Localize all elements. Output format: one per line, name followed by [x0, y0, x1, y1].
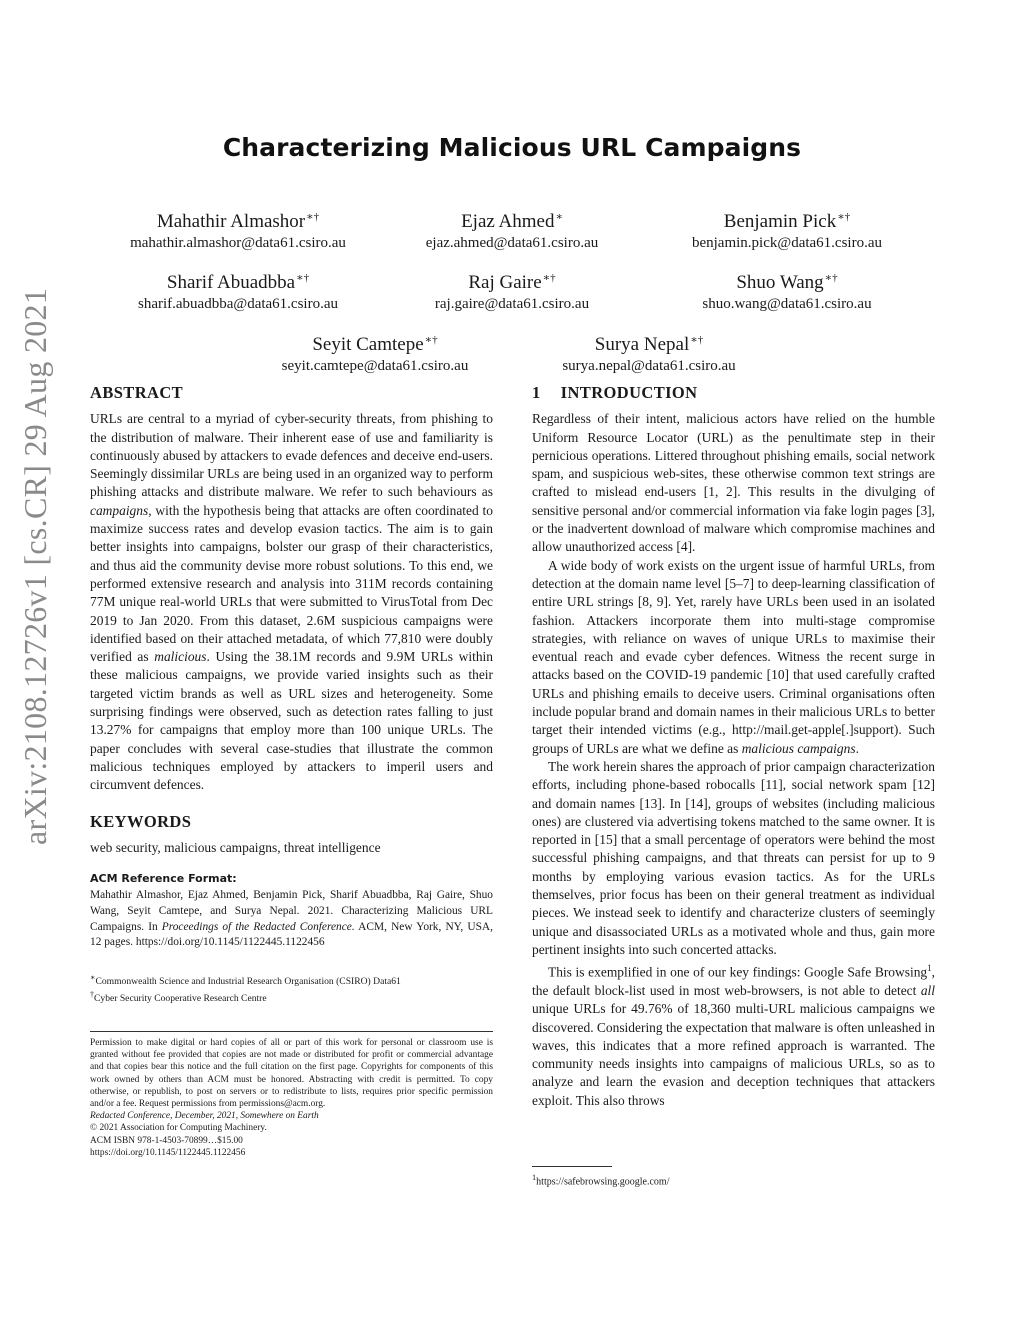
affiliation-mark: ∗† [837, 211, 851, 223]
author-block [362, 267, 662, 314]
affiliation-footnote: †Cyber Security Cooperative Research Centre [90, 989, 267, 1005]
footnote-marker: 1 [927, 963, 932, 974]
right-column [532, 384, 935, 1110]
page-title: Characterizing Malicious URL Campaigns [222, 133, 802, 162]
author-block [225, 329, 525, 376]
author-name: Shuo Wang [736, 272, 824, 293]
author-block [637, 206, 937, 253]
doi-link[interactable]: https://doi.org/10.1145/1122445.1122456 [90, 1147, 246, 1158]
author-email: mahathir.almashor@data61.csiro.au [130, 235, 346, 251]
author-name: Surya Nepal [594, 334, 690, 355]
author-name: Raj Gaire [468, 272, 542, 293]
author-email: raj.gaire@data61.csiro.au [434, 296, 590, 312]
author-email: shuo.wang@data61.csiro.au [702, 296, 872, 312]
paragraph: This is exemplified in one of our key findings: Google Safe Browsing$^1$, the default block-list used in most web-browsers, is not able to detect all unique URLs for 49.76% of 18,360 multi-URL malicious campaigns we discovered. Considering the expectation that malware is often unleashed in waves, this indicates that a more refined approach is warranted. The community needs insights into campaigns of malicious URLs, so as to analyze and learn the evasion and deception techniques that attackers exploit. This also throws [532, 963, 936, 1108]
author-email: surya.nepal@data61.csiro.au [562, 358, 736, 374]
affiliation-mark: ∗† [542, 272, 556, 284]
paragraph: The work herein shares the approach of prior campaign characterization efforts, including phone-based robocalls [11], social network spam [12] and domain names [13]. In [14], groups of websites (including malicious ones) are clustered via advertising tokens matched to the same owner. It is reported in [15] that a small percentage of operators were behind the most successful phishing campaigns, and that threats can persist for up to 9 months by employing various evasion tactics. As for the URLs themselves, prior focus has been on their general treatment as individual pieces. We instead seek to identify and characterize clusters of seemingly unique and disassociated URLs as a motivated whole and thus, gain more pertinent insights into such concerted attacks. [532, 758, 935, 957]
permission-divider [90, 1031, 493, 1032]
author-email: seyit.camtepe@data61.csiro.au [281, 358, 469, 374]
affiliation-mark: ∗ [555, 211, 563, 223]
isbn: ACM ISBN 978-1-4503-70899…$15.00 [90, 1135, 243, 1146]
paragraph: A wide body of work exists on the urgent issue of harmful URLs, from detection at the domain name level [5–7] to deep-learning classification of entire URL strings [8, 9]. Yet, rarely have URLs been used in an isolated fashion. Attackers incorporate them into multi-stage compromise strategies, with reliance on waves of unique URLs to maximise their eventual reach and evade cyber defences. Witness the recent surge in attacks based on the COVID-19 pandemic [10] that used carefully crafted URLs and phishing emails to deceive users. Criminal organisations often include popular brand and domain names in their malicious URLs to better target their intended victims (e.g., http://mail.get-apple[.]support). Such groups of URLs are what we define as malicious campaigns. [532, 557, 935, 756]
keywords-text: web security, malicious campaigns, threat intelligence [90, 839, 381, 855]
affiliation-mark: ∗† [296, 272, 310, 284]
author-name: Sharif Abuadbba [166, 272, 296, 293]
author-block [499, 329, 799, 376]
affiliation-mark: ∗† [424, 334, 438, 346]
affiliation-footnote: ∗Commonwealth Science and Industrial Research Organisation (CSIRO) Data61 [90, 972, 401, 987]
affiliation-mark: ∗† [824, 272, 838, 284]
paragraph: Regardless of their intent, malicious actors have relied on the humble Uniform Resource Locator (URL) as the penultimate step in their pernicious operations. Littered throughout phishing emails, social network spam, and suspicious web-sites, these otherwise common text strings are crafted to mislead end-users [1, 2]. This results in the divulging of sensitive personal and/or commercial information via fake login pages [3], or the inadvertent download of malware which compromise machines and allow unauthorized access [4]. [532, 411, 935, 555]
author-block [88, 267, 388, 314]
author-name: Ejaz Ahmed [461, 211, 555, 232]
author-block [637, 267, 937, 314]
keywords-heading: KEYWORDS [90, 811, 192, 831]
acm-reference-text: Mahathir Almashor, Ejaz Ahmed, Benjamin Pick, Sharif Abuadbba, Raj Gaire, Shuo Wang, Seyit Camtepe, and Surya Nepal. 2021. Characterizing Malicious URL Campaigns. In Proceedings of the Redacted Conference. ACM, New York, NY, USA, 12 pages. https://doi.org/10.1145/1122445.1122456 [90, 889, 493, 949]
author-name: Seyit Camtepe [312, 334, 424, 355]
acm-reference-heading: ACM Reference Format: [90, 872, 237, 886]
conference-venue: Redacted Conference, December, 2021, Somewhere on Earth [90, 1111, 319, 1122]
copyright-notice: © 2021 Association for Computing Machinery. [90, 1123, 267, 1134]
author-block [362, 206, 662, 253]
permission-text: Permission to make digital or hard copies of all or part of this work for personal or classroom use is granted without fee provided that copies are not made or distributed for profit or commercial advantage and that copies bear this notice and the full citation on the first page. Copyrights for components of this work owned by others than ACM must be honored. Abstracting with credit is permitted. To copy otherwise, or republish, to post on servers or to redistribute to lists, requires prior specific permission and/or a fee. Request permissions from permissions@acm.org. [90, 1038, 493, 1110]
author-email: ejaz.ahmed@data61.csiro.au [425, 235, 599, 251]
footnote-divider [532, 1166, 612, 1167]
left-column [90, 384, 493, 1005]
author-email: benjamin.pick@data61.csiro.au [691, 235, 882, 251]
author-name: Mahathir Almashor [156, 211, 306, 232]
author-name: Benjamin Pick [723, 211, 837, 232]
permission-block [90, 1037, 493, 1159]
url-footnote: $^1$https://safebrowsing.google.com/ [532, 1173, 670, 1188]
affiliation-mark: ∗† [306, 211, 320, 223]
arxiv-identifier: arXiv:2108.12726v1 [cs.CR] 29 Aug 2021 [17, 287, 53, 845]
affiliation-footnotes [90, 971, 493, 1005]
abstract-text: URLs are central to a myriad of cyber-security threats, from phishing to the distribution of malware. Their inherent ease of use and familiarity is continuously abused by attackers to evade defences and deceive end-users. Seemingly dissimilar URLs are being used in an organized way to perform phishing attacks and distribute malware. We refer to such behaviours as campaigns, with the hypothesis being that attacks are often coordinated to maximize success rates and develop evasion tactics. The aim is to gain better insights into campaigns, bolster our grasp of their characteristics, and thus aid the community devise more robust solutions. To this end, we performed extensive research and analysis into 311M records containing 77M unique real-world URLs that were submitted to VirusTotal from Dec 2019 to Jan 2020. From this dataset, 2.6M suspicious campaigns were identified based on their attached metadata, of which 77,810 were doubly verified as malicious. Using the 38.1M records and 9.9M URLs within these malicious campaigns, we provide varied insights such as their targeted victim brands as well as URL sizes and heterogeneity. Some surprising findings were observed, such as detection rates falling to just 13.27% for campaigns that employ more than 100 unique URLs. The paper concludes with several case-studies that illustrate the common malicious techniques employed by attackers to imperil users and circumvent defences. [90, 411, 493, 793]
author-email: sharif.abuadbba@data61.csiro.au [138, 296, 338, 312]
author-block [88, 206, 388, 253]
footnote-link[interactable]: https://safebrowsing.google.com/ [536, 1176, 670, 1188]
introduction-heading: 1 INTRODUCTION [532, 383, 698, 402]
abstract-heading: ABSTRACT [90, 383, 184, 402]
affiliation-mark: ∗† [690, 334, 704, 346]
